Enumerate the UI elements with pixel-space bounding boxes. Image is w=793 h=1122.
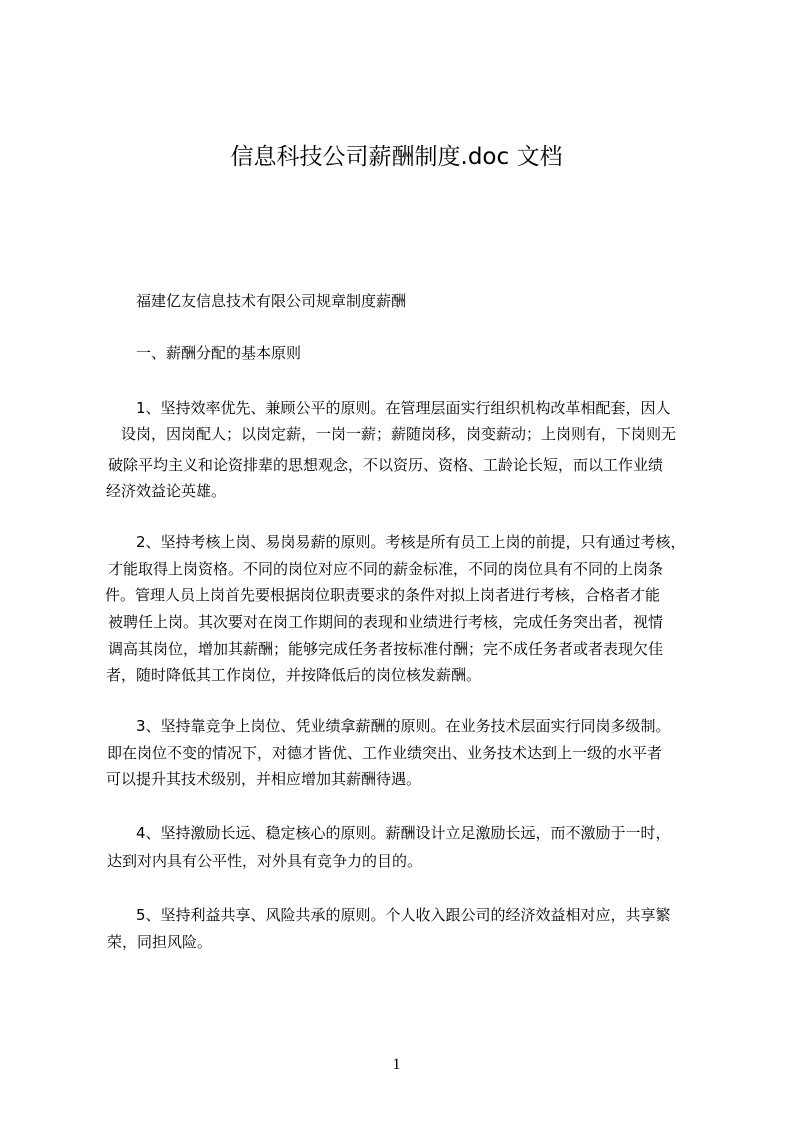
paragraph-line: 设岗，因岗配人；以岗定薪，一岗一薪；薪随岗移，岗变薪动；上岗则有，下岗则无 — [121, 425, 677, 443]
page-title: 信息科技公司薪酬制度.doc 文档 — [230, 144, 563, 170]
section-heading: 一、薪酬分配的基本原则 — [136, 344, 302, 362]
paragraph-line: 4、坚持激励长远、稳定核心的原则。薪酬设计立足激励长远，而不激励于一时， — [136, 824, 671, 842]
paragraph-line: 者，随时降低其工作岗位，并按降低后的岗位核发薪酬。 — [106, 666, 482, 684]
paragraph-line: 达到对内具有公平性，对外具有竞争力的目的。 — [107, 852, 423, 870]
paragraph-line: 即在岗位不变的情况下，对德才皆优、工作业绩突出、业务技术达到上一级的水平者 — [107, 744, 663, 762]
paragraph-line: 3、坚持靠竞争上岗位、凭业绩拿薪酬的原则。在业务技术层面实行同岗多级制。 — [136, 717, 671, 735]
paragraph-line: 调高其岗位，增加其薪酬；能够完成任务者按标准付酬；完不成任务者或者表现欠佳 — [108, 640, 664, 658]
paragraph-line: 件。管理人员上岗首先要根据岗位职责要求的条件对拟上岗者进行考核，合格者才能 — [105, 586, 661, 604]
paragraph-line: 2、坚持考核上岗、易岗易薪的原则。考核是所有员工上岗的前提，只有通过考核， — [136, 533, 686, 551]
paragraph-line: 荣，同担风险。 — [107, 933, 213, 951]
paragraph-line: 经济效益论英雄。 — [106, 482, 227, 500]
paragraph-line: 可以提升其技术级别，并相应增加其薪酬待遇。 — [106, 770, 422, 788]
paragraph-line: 5、坚持利益共享、风险共承的原则。个人收入跟公司的经济效益相对应，共享繁 — [136, 906, 671, 924]
page-number: 1 — [392, 1056, 401, 1073]
paragraph-line: 才能取得上岗资格。不同的岗位对应不同的薪金标准，不同的岗位具有不同的上岗条 — [108, 560, 664, 578]
paragraph-line: 破除平均主义和论资排辈的思想观念，不以资历、资格、工龄论长短，而以工作业绩 — [108, 456, 664, 474]
company-line: 福建亿友信息技术有限公司规章制度薪酬 — [136, 292, 407, 310]
paragraph-line: 1、坚持效率优先、兼顾公平的原则。在管理层面实行组织机构改革相配套，因人 — [136, 399, 671, 417]
paragraph-line: 被聘任上岗。其次要对在岗工作期间的表现和业绩进行考核，完成任务突出者，视情 — [108, 613, 664, 631]
